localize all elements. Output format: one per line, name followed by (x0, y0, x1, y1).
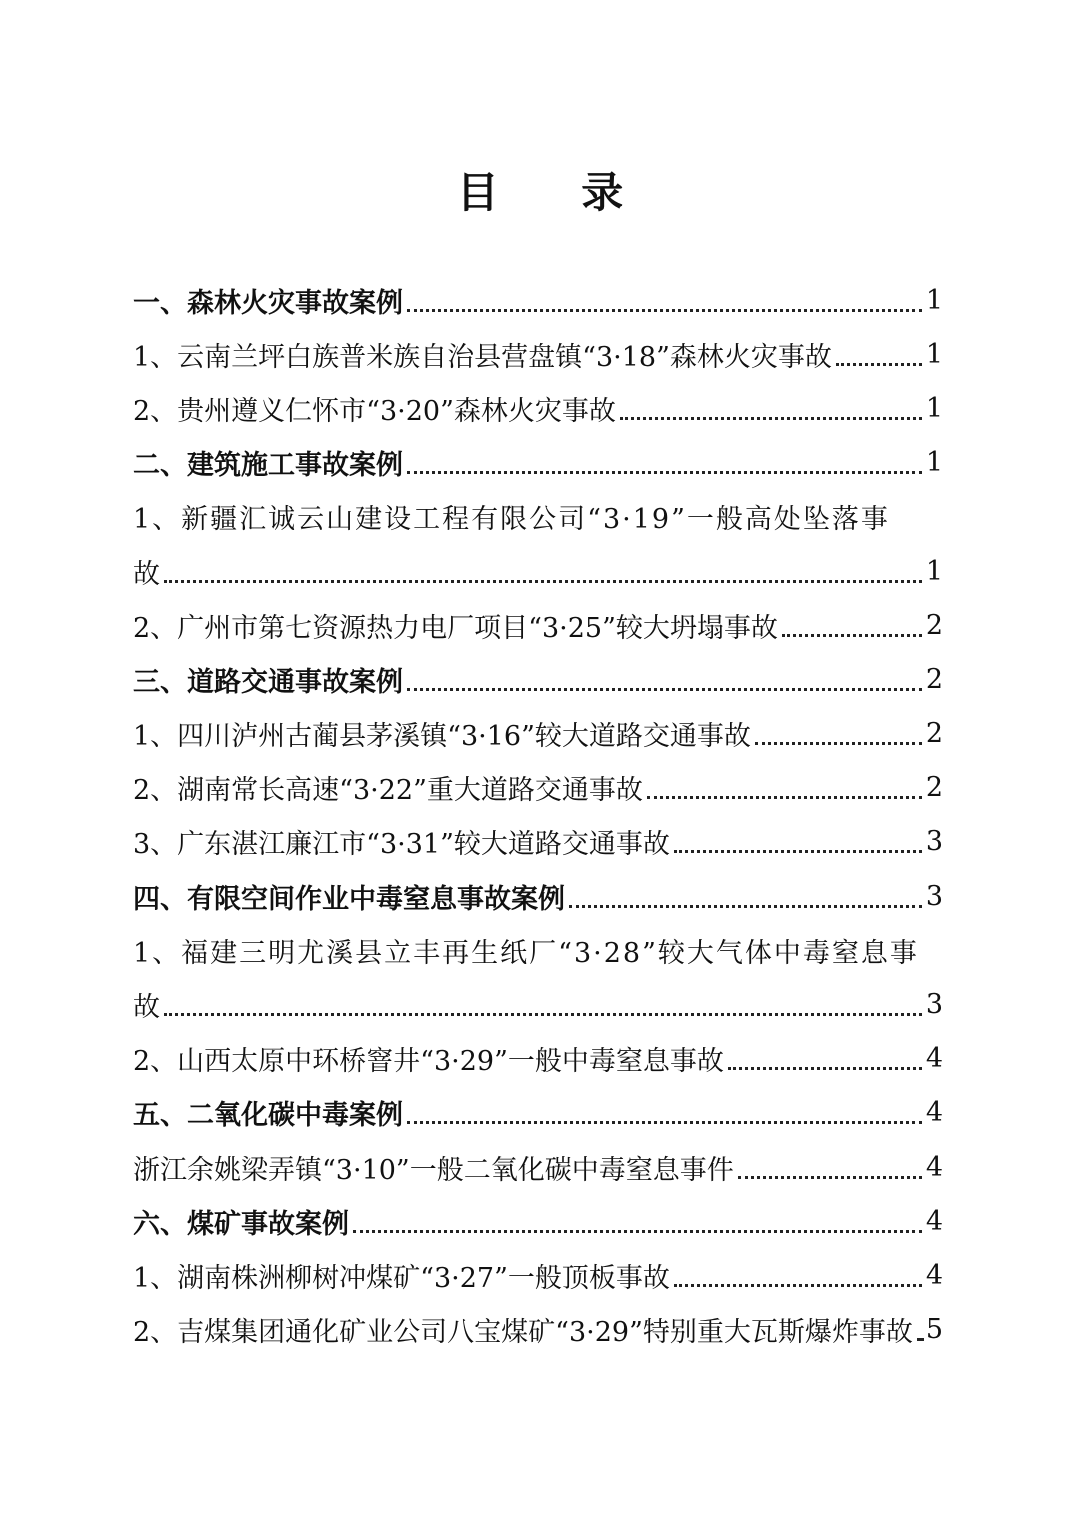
toc-page-number: 2 (925, 609, 943, 641)
toc-page-number: 2 (925, 772, 943, 804)
toc-page-number: 4 (925, 1205, 943, 1237)
toc-entry-text: 2、山西太原中环桥窨井“3·29”一般中毒窒息事故 (133, 1046, 724, 1078)
toc-entry (133, 327, 943, 381)
toc-entry (133, 1140, 943, 1194)
toc-entry-text: 3、广东湛江廉江市“3·31”较大道路交通事故 (133, 829, 670, 861)
toc-page-number: 1 (925, 284, 943, 316)
dot-leader (407, 1121, 922, 1124)
toc-page-number: 4 (925, 1097, 943, 1129)
toc-entry-text: 2、贵州遵义仁怀市“3·20”森林火灾事故 (133, 395, 616, 427)
toc-entry (133, 1248, 943, 1302)
toc-section-entry (133, 273, 943, 327)
toc-entry-text: 1、云南兰坪白族普米族自治县营盘镇“3·18”森林火灾事故 (133, 341, 832, 373)
toc-entry (133, 923, 943, 977)
toc-entry (133, 1303, 943, 1357)
toc-page-number: 4 (925, 1043, 943, 1075)
toc-entry (133, 490, 943, 544)
toc-entry-text: 1、福建三明尤溪县立丰再生纸厂“3·28”较大气体中毒窒息事 (133, 937, 919, 969)
dot-leader (836, 363, 922, 366)
toc-page-number: 4 (925, 1259, 943, 1291)
dot-leader (164, 580, 922, 583)
toc-section-entry (133, 1194, 943, 1248)
toc-page-number: 1 (925, 555, 943, 587)
toc-entry-text: 2、湖南常长高速“3·22”重大道路交通事故 (133, 775, 643, 807)
toc-page-number: 2 (925, 718, 943, 750)
toc-section-entry (133, 1086, 943, 1140)
toc-page-number: 4 (925, 1151, 943, 1183)
dot-leader (407, 688, 922, 691)
dot-leader (674, 1284, 922, 1287)
toc-page-number: 3 (925, 989, 943, 1021)
toc-entry-text: 1、湖南株洲柳树冲煤矿“3·27”一般顶板事故 (133, 1262, 670, 1294)
dot-leader (620, 417, 922, 420)
toc-section-entry (133, 436, 943, 490)
dot-leader (407, 309, 922, 312)
toc-entry-text: 六、煤矿事故案例 (133, 1208, 349, 1240)
toc-entry (133, 544, 943, 598)
toc-page-number: 1 (925, 392, 943, 424)
toc-entry (133, 761, 943, 815)
toc-entry (133, 707, 943, 761)
toc-page-number: 1 (925, 338, 943, 370)
dot-leader (755, 742, 922, 745)
dot-leader (738, 1176, 922, 1179)
dot-leader (728, 1067, 922, 1070)
toc-entry-text: 三、道路交通事故案例 (133, 666, 403, 698)
toc-page-number: 3 (925, 880, 943, 912)
dot-leader (569, 905, 922, 908)
toc-entry (133, 1032, 943, 1086)
dot-leader (917, 1338, 922, 1341)
toc-section-entry (133, 652, 943, 706)
toc-page-number: 1 (925, 447, 943, 479)
dot-leader (782, 634, 922, 637)
toc-entry-text: 1、新疆汇诚云山建设工程有限公司“3·19”一般高处坠落事 (133, 504, 890, 536)
toc-entry-text: 一、森林火灾事故案例 (133, 287, 403, 319)
toc-entry-text: 故 (133, 558, 160, 590)
toc-entry (133, 381, 943, 435)
table-of-contents (133, 273, 943, 1357)
toc-entry-text: 1、四川泸州古蔺县茅溪镇“3·16”较大道路交通事故 (133, 721, 751, 753)
dot-leader (164, 1013, 922, 1016)
toc-entry-text: 四、有限空间作业中毒窒息事故案例 (133, 883, 565, 915)
toc-entry (133, 815, 943, 869)
toc-page-number: 5 (925, 1314, 943, 1346)
toc-entry-text: 故 (133, 992, 160, 1024)
dot-leader (674, 850, 922, 853)
toc-entry-text: 2、广州市第七资源热力电厂项目“3·25”较大坍塌事故 (133, 612, 778, 644)
toc-entry-text: 浙江余姚梁弄镇“3·10”一般二氧化碳中毒窒息事件 (133, 1154, 734, 1186)
dot-leader (407, 471, 922, 474)
toc-entry-text: 五、二氧化碳中毒案例 (133, 1100, 403, 1132)
toc-page-number: 2 (925, 663, 943, 695)
toc-page-number: 3 (925, 826, 943, 858)
toc-entry-text: 2、吉煤集团通化矿业公司八宝煤矿“3·29”特别重大瓦斯爆炸事故 (133, 1317, 913, 1349)
page-title: 目 录 (456, 168, 658, 217)
dot-leader (647, 796, 922, 799)
dot-leader (353, 1230, 922, 1233)
toc-entry (133, 598, 943, 652)
toc-entry (133, 977, 943, 1031)
toc-entry-text: 二、建筑施工事故案例 (133, 450, 403, 482)
toc-section-entry (133, 869, 943, 923)
